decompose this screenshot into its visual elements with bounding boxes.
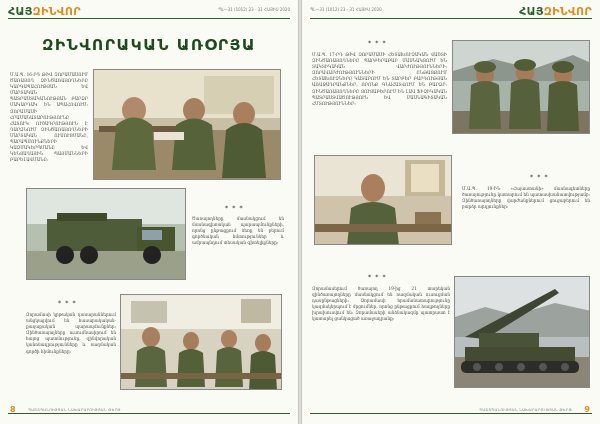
intro-text: Մ.Ա.Պ. 16-ՐԴ ԹԻՎ ԶՈՐԱՄԱՍՈՒՄ ԾԱՌԱՅՈՂ ԶԻՆԾԱՌԱՅՈՂՆԵՐԸ ԿԱՐԳԱՊԱՀՈՒԹՅԱՆ ԵՎ ՄԱՐՏԱԿԱՆ ՊԱՏՐԱՍՏԱԿԱՆՈՒԹՅԱՆ ԲԱՐՁՐ ՄԱԿԱՐԴԱԿ ԵՆ ԱՊԱՀՈՎՈՒՄ։ ԶՈՐԱՄԱՍԻ ՀՐԱՄԱՆԱՏԱՐՈՒԹՅՈՒՆԸ ՀԱՏՈՒԿ ՈՒՇԱԴՐՈՒԹՅՈՒՆ Է ԴԱՐՁՆՈՒՄ ԶԻՆԾԱՌԱՅՈՂՆԵՐԻ ՄԱՐՏԱԿԱՆ ՈՒՍՈՒՑՄԱՆԸ, ՊԱՐԱՊՄՈՒՆՔՆԵՐԻ ԿԱԶՄԱԿԵՐՊՄԱՆԸ ԵՎ ԿԵՆՑԱՂԱՅԻՆ ՊԱՅՄԱՆՆԵՐԻ ԲԱՐԵԼԱՎՄԱՆԸ։ [10,72,88,163]
caption-1: Ծառայողները մասնակցում են մասնագիտական պարապմունքների, որոնց ընթացքում ձեռք են բերում գործնական հմտություններ և ամրապնդում տեսական գիտելիքները։ [192,216,284,246]
photo-soldiers-at-desk [93,69,281,180]
header-rule [8,18,290,19]
logo-part2: ԶԻՆՎՈՐ [543,5,592,18]
logo-part1: ՀԱՅ [8,5,33,18]
page-number: 9 [584,405,590,414]
section-stars-2: * * * [530,174,549,181]
header-rule [310,18,592,19]
right-page [302,0,600,424]
photo-soldiers-outdoors [452,40,590,134]
article-text-2: Մ.Ա.Պ. 19-ԻՆ «Հայաստանի» մասնագետները ծառայությունը կատարում են պատասխանատվությամբ։ Զինծառայողները վարժանքներում ցուցաբերում են բարձր արդյունքներ։ [462,186,590,210]
issue-info: ՊԼ—31 (1012) 23 - 31 ՀԱՅԻՍ 2020 [310,7,382,12]
photo-tank [454,276,590,388]
caption-2: Զորամասի կրթական դասարաններում անցկացվում են հասարակական-քաղաքական պարապմունքներ։ Զինծառայողները ուսումնասիրում են հայոց պատմությունը, զինվորական կանոնադրությունները և ռազմական գործի հիմունքները։ [26,312,116,354]
article-text-3: Զորամասերում ծառայող 19-ից 21 տարեկան զինծառայողները մասնակցում են ռազմական ուսուցման դասընթացների։ Զորամասի հրամանատարությունը կազմակերպում է մրցումներ, որոնց ընթացքում հաղթողները խրախուսվում են։ Զորամասերի անձնակազմը պատրաստ է կատարել ցանկացած առաջադրանք։ [312,286,450,322]
section-stars-3: * * * [368,274,387,281]
left-page [0,0,298,424]
magazine-logo [519,5,592,18]
section-stars-1: * * * [225,205,244,212]
footer-rule [8,413,290,414]
magazine-logo [8,5,81,18]
article-text-1: Մ.Ա.Պ. 17-ՐԴ ԹԻՎ ԶՈՐԱՄԱՍԻ ՀԵՏԱԽՈՒԶԱԿԱՆ ՎԱՇՏԻ ԶԻՆԾԱՌԱՅՈՂՆԵՐԸ ՊԱՐԲԵՐԱԲԱՐ ՄԱՍՆԱԿՑՈՒՄ ԵՆ ՏԱԿՏԻԿԱԿԱՆ ՎԱՐԺՈՒԹՅՈՒՆՆԵՐԻ։ ԶՈՐԱՎԱՐԺՈՒԹՅՈՒՆՆԵՐԻ ԸՆԹԱՑՔՈՒՄ ՀԵՏԱԽՈՒԶՆԵՐԸ ԿԱՏԱՐՈՒՄ ԵՆ ՏԱՐԲԵՐ ԲԱՐԴՈՒԹՅԱՆ ԱՌԱՋԱԴՐԱՆՔՆԵՐ, ՈՐՈՆՔ ԳՆԱՀԱՏՎՈՒՄ ԵՆ ԲԱՐՁՐ։ ԶԻՆԾԱՌԱՅՈՂՆԵՐԸ ՑՈՒՑԱԲԵՐՈՒՄ ԵՆ ԼԱՎ ՖԻԶԻԿԱԿԱՆ ՊԱՏՐԱՍՏՎԱԾՈՒԹՅՈՒՆ ԵՎ ՄԱՍՆԱԳԻՏԱԿԱՆ ՀՄՏՈՒԹՅՈՒՆՆԵՐ։ [312,52,447,106]
section-stars-1: * * * [368,40,387,47]
photo-soldier-indoors [314,155,452,245]
photo-military-truck [26,188,186,280]
page-title: ԶԻՆՎՈՐԱԿԱՆ ԱՌՕՐՅԱ [42,36,256,54]
section-stars-2: * * * [58,300,77,307]
footer-text: ՊԱՇՏՊԱՆՈՒԹՅԱՆ ՆԱԽԱՐԱՐՈՒԹՅԱՆ ԹԵՐԹ [479,408,572,412]
photo-classroom [120,294,282,390]
issue-info: ՊԼ—31 (1012) 23 - 31 ՀԱՅԻՍ 2020 [218,7,290,12]
logo-part1: ՀԱՅ [519,5,544,18]
logo-part2: ԶԻՆՎՈՐ [32,5,81,18]
page-number: 8 [10,405,16,414]
footer-rule [310,413,592,414]
footer-text: ՊԱՇՏՊԱՆՈՒԹՅԱՆ ՆԱԽԱՐԱՐՈՒԹՅԱՆ ԹԵՐԹ [28,408,121,412]
